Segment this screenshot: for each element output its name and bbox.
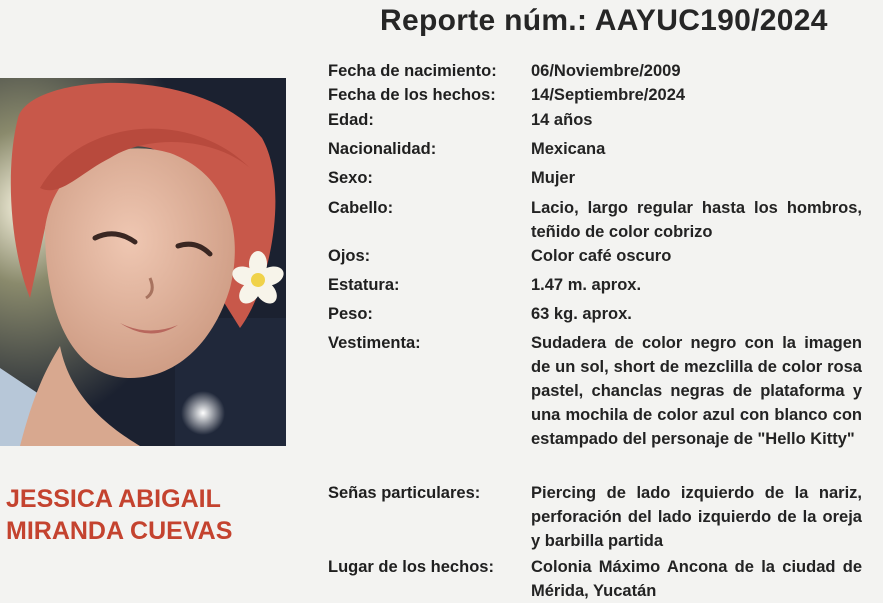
field-label: Lugar de los hechos: bbox=[328, 558, 494, 576]
person-name-line1: JESSICA ABIGAIL bbox=[6, 485, 221, 513]
field-value: 06/Noviembre/2009 bbox=[531, 62, 681, 80]
field-value: Sudadera de color negro con la imagen de un sol, short de mezclilla de color rosa pastel, chanclas negras de plataforma y una mochila de color azul con blanco con estampado del personaje de "Hello Kitty" bbox=[531, 334, 862, 448]
field-label: Cabello: bbox=[328, 199, 394, 217]
field-label: Edad: bbox=[328, 111, 374, 129]
field-label: Ojos: bbox=[328, 247, 371, 265]
field-label: Nacionalidad: bbox=[328, 140, 437, 158]
field-value: 63 kg. aprox. bbox=[531, 305, 632, 323]
person-name bbox=[6, 483, 296, 547]
field-label: Fecha de los hechos: bbox=[328, 86, 496, 104]
field-label: Fecha de nacimiento: bbox=[328, 62, 497, 80]
field-value: Color café oscuro bbox=[531, 247, 672, 265]
person-name-line2: MIRANDA CUEVAS bbox=[6, 517, 233, 545]
field-value: 14/Septiembre/2024 bbox=[531, 86, 686, 104]
field-value: Colonia Máximo Ancona de la ciudad de Mérida, Yucatán bbox=[531, 558, 862, 600]
field-value: Lacio, largo regular hasta los hombros, teñido de color cobrizo bbox=[531, 199, 862, 241]
field-value: Mexicana bbox=[531, 140, 606, 158]
field-value: Mujer bbox=[531, 169, 576, 187]
field-label: Señas particulares: bbox=[328, 484, 481, 502]
person-photo bbox=[0, 78, 286, 446]
field-value: 1.47 m. aprox. bbox=[531, 276, 642, 294]
field-value: Piercing de lado izquierdo de la nariz, perforación del lado izquierdo de la oreja y barbilla partida bbox=[531, 484, 862, 550]
report-title: Reporte núm.: AAYUC190/2024 bbox=[380, 4, 828, 37]
field-label: Vestimenta: bbox=[328, 334, 421, 352]
field-label: Peso: bbox=[328, 305, 373, 323]
field-value: 14 años bbox=[531, 111, 593, 129]
field-label: Estatura: bbox=[328, 276, 400, 294]
field-label: Sexo: bbox=[328, 169, 373, 187]
